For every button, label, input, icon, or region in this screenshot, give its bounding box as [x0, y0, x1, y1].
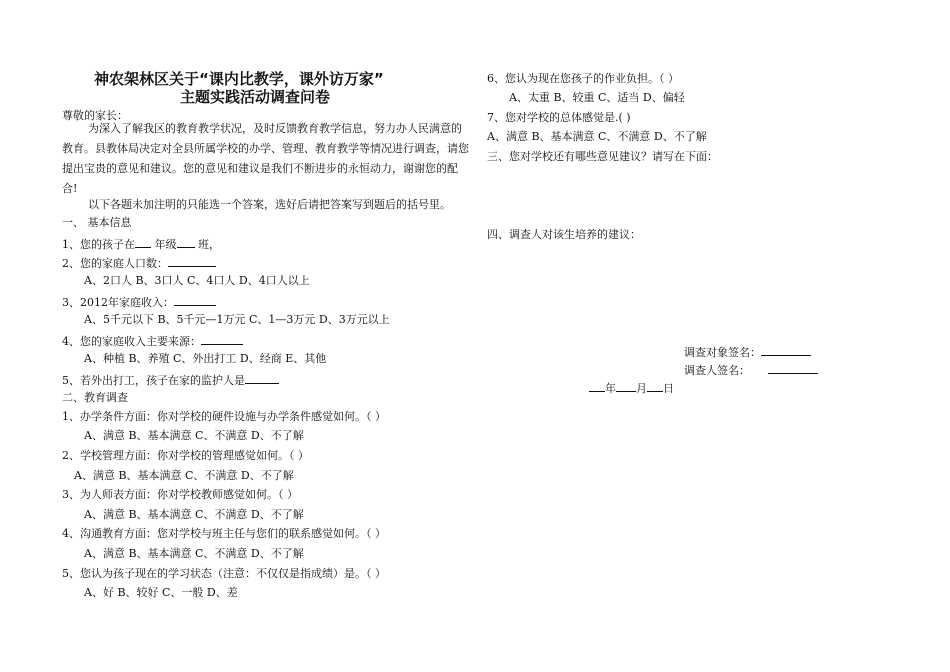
edu-q4-options: A、满意 B、基本满意 C、不满意 D、不了解 [84, 547, 304, 560]
subject-signature-blank[interactable] [761, 344, 811, 356]
section-3-heading: 三、您对学校还有哪些意见建议？请写在下面： [487, 150, 718, 163]
edu-q7-options: A、满意 B、基本满意 C、不满意 D、不了解 [487, 130, 707, 143]
edu-q3-options: A、满意 B、基本满意 C、不满意 D、不了解 [84, 508, 304, 521]
basic-q4 [62, 333, 243, 349]
basic-q2-options: A、2口人 B、3口人 C、4口人 D、4口人以上 [84, 274, 310, 287]
subject-signature-label: 调查对象签名： [684, 346, 761, 359]
basic-q3-text: 3、2012年家庭收入： [62, 296, 174, 309]
edu-q6-options: A、太重 B、较重 C、适当 D、偏轻 [509, 91, 685, 104]
year-label: 年 [605, 382, 616, 395]
household-size-blank[interactable] [168, 255, 216, 267]
surveyor-signature-label: 调查人签名： [684, 364, 750, 377]
intro-paragraph-2: 以下各题未加注明的只能选一个答案，选好后请把答案写到题后的括号里。 [88, 198, 451, 211]
basic-q3 [62, 294, 216, 310]
month-blank[interactable] [616, 380, 636, 392]
basic-q5-text: 5、若外出打工，孩子在家的监护人是 [62, 374, 245, 387]
greeting: 尊敬的家长： [62, 109, 128, 122]
surveyor-signature-blank[interactable] [768, 362, 818, 374]
day-label: 日 [663, 382, 674, 395]
edu-q5-options: A、好 B、较好 C、一般 D、差 [84, 586, 238, 599]
basic-q5 [62, 372, 279, 388]
section-2-heading: 二、教育调查 [62, 391, 128, 404]
month-label: 月 [636, 382, 647, 395]
basic-q1-text-a: 1、您的孩子在 [62, 238, 135, 251]
subject-signature [684, 344, 811, 360]
year-blank[interactable] [589, 380, 605, 392]
edu-q6: 6、您认为现在您孩子的作业负担。（ ） [487, 72, 679, 85]
title-line-2: 主题实践活动调查问卷 [180, 88, 331, 106]
basic-q3-options: A、5千元以下 B、5千元—1万元 C、1—3万元 D、3万元以上 [84, 313, 390, 326]
basic-q1-text-b: 年级 [154, 238, 177, 251]
basic-q4-text: 4、您的家庭收入主要来源： [62, 335, 201, 348]
class-blank[interactable] [177, 236, 195, 248]
section-4-heading: 四、调查人对该生培养的建议： [487, 228, 641, 241]
edu-q2: 2、学校管理方面：你对学校的管理感觉如何。（ ） [62, 449, 309, 462]
edu-q2-options: A、满意 B、基本满意 C、不满意 D、不了解 [74, 469, 294, 482]
grade-blank[interactable] [135, 236, 151, 248]
basic-q4-options: A、种植 B、养殖 C、外出打工 D、经商 E、其他 [84, 352, 327, 365]
section-1-heading: 一、 基本信息 [62, 216, 132, 229]
edu-q5: 5、您认为孩子现在的学习状态（注意：不仅仅是指成绩）是。（ ） [62, 567, 386, 580]
surveyor-signature [684, 362, 818, 378]
edu-q7: 7、您对学校的总体感觉是.( ) [487, 111, 631, 124]
day-blank[interactable] [647, 380, 663, 392]
income-blank[interactable] [174, 294, 216, 306]
edu-q3: 3、为人师表方面：你对学校教师感觉如何。（ ） [62, 488, 298, 501]
title-line-1: 神农架林区关于“课内比教学，课外访万家” [94, 70, 384, 88]
guardian-blank[interactable] [245, 372, 279, 384]
edu-q4: 4、沟通教育方面：您对学校与班主任与您们的联系感觉如何。（ ） [62, 527, 386, 540]
survey-date [589, 380, 674, 396]
basic-q1-text-c: 班， [198, 238, 220, 251]
basic-q2 [62, 255, 216, 271]
income-source-blank[interactable] [201, 333, 243, 345]
edu-q1: 1、办学条件方面：你对学校的硬件设施与办学条件感觉如何。（ ） [62, 410, 386, 423]
edu-q1-options: A、满意 B、基本满意 C、不满意 D、不了解 [84, 429, 304, 442]
basic-q1 [62, 236, 220, 252]
intro-paragraph-1: 为深入了解我区的教育教学状况，及时反馈教育教学信息，努力办人民满意的教育。县教体局决定对全县所属学校的办学、管理、教育教学等情况进行调查，请您提出宝贵的意见和建议。您的意见和建议是我们不断进步的永恒动力，谢谢您的配合! [62, 122, 469, 195]
basic-q2-text: 2、您的家庭人口数： [62, 257, 168, 270]
